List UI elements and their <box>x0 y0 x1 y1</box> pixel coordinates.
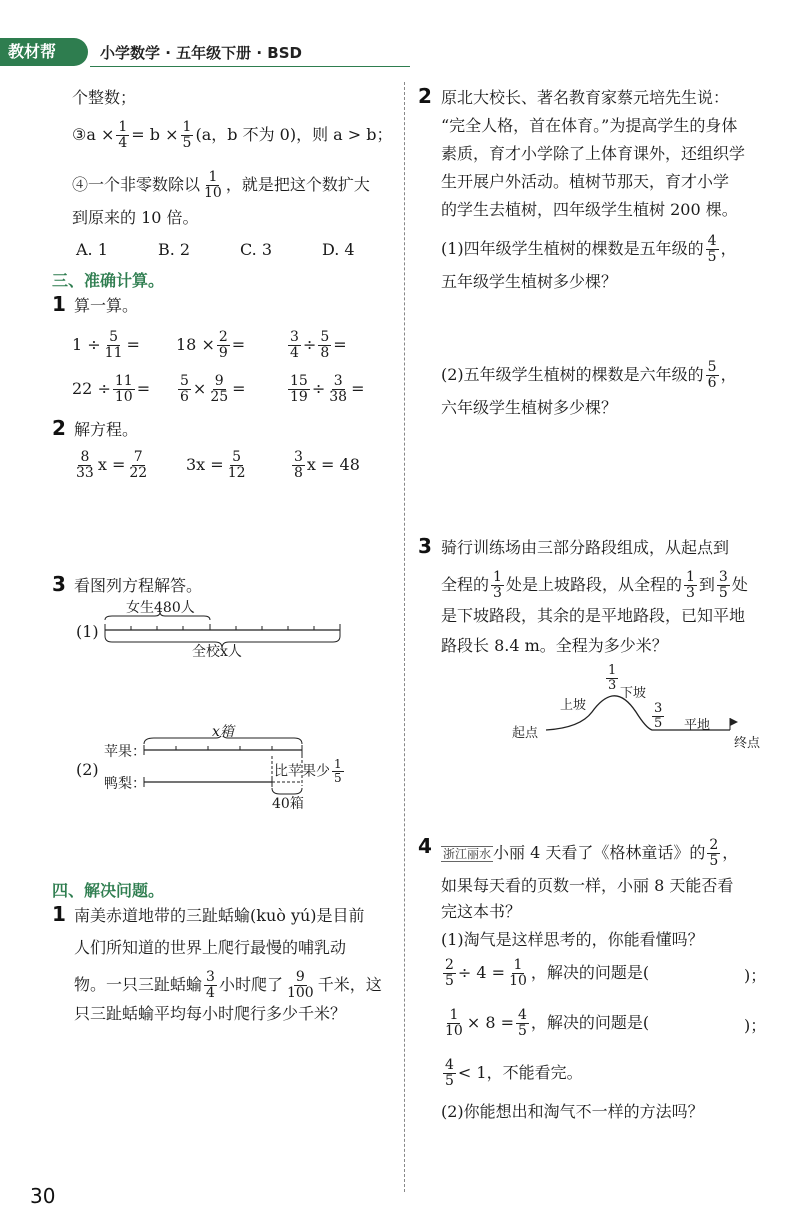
calc-item: $\frac{3}{4}$ ÷ $\frac{5}{8}$ = <box>290 329 347 361</box>
line-diagram-2 <box>140 736 320 800</box>
equation: $\frac{8}{33}$ x = $\frac{7}{22}$ <box>76 449 148 481</box>
text-line: 物。一只三趾蛞蝓 $\frac{3}{4}$ 小时爬了 $\frac{9}{100}$ 千米，这 <box>74 969 382 1001</box>
question-number: 1 <box>52 902 66 926</box>
calc-item: $\frac{15}{19}$ ÷ $\frac{3}{38}$ = <box>290 373 365 405</box>
text-line: 骑行训练场由三部分路段组成，从起点到 <box>441 538 730 557</box>
text-line: “完全人格，首在体育。”为提高学生的身体 <box>441 116 738 135</box>
question-text: 算一算。 <box>74 296 139 315</box>
diagram-label: (2) <box>76 760 99 779</box>
reasoning-line: $\frac{1}{10}$ × 8 = $\frac{4}{5}$ ，解决的问题是( <box>445 1007 650 1039</box>
diagram-bottom-label: 40箱 <box>272 796 304 812</box>
text-line: 个整数； <box>72 88 137 107</box>
text-line: 六年级学生植树多少棵？ <box>441 398 618 417</box>
choice-c[interactable]: C. 3 <box>240 240 273 259</box>
sub-question: (1)四年级学生植树的棵数是五年级的 $\frac{4}{5}$ ， <box>441 233 737 265</box>
statement-3: ③a × $\frac{1}{4}$ = b × $\frac{1}{5}$ (a，b 不为 0)，则 a > b； <box>72 119 393 151</box>
text-line: 如果每天看的页数一样，小丽 8 天能否看 <box>441 876 734 895</box>
page-number: 30 <box>30 1184 56 1208</box>
question-number: 2 <box>52 416 66 440</box>
section-heading-4: 四、解决问题。 <box>52 881 165 900</box>
road-uphill-label: 上坡 <box>560 698 587 713</box>
question-number: 3 <box>418 534 432 558</box>
calc-item: 18 × $\frac{2}{9}$ = <box>176 329 246 361</box>
diagram-top-label: x箱 <box>212 724 234 740</box>
road-end-label: 终点 <box>734 736 761 751</box>
text-line: 的学生去植树，四年级学生植树 200 棵。 <box>441 200 738 219</box>
page-header <box>0 0 800 70</box>
question-number: 2 <box>418 84 432 108</box>
calc-item: 1 ÷ $\frac{5}{11}$ = <box>72 329 140 361</box>
equation: 3x = $\frac{5}{12}$ <box>186 449 246 481</box>
question-text: 看图列方程解答。 <box>74 576 203 595</box>
text-line: 人们所知道的世界上爬行最慢的哺乳动 <box>74 938 347 957</box>
diagram-label: (1) <box>76 622 99 641</box>
text-line: 全程的 $\frac{1}{3}$ 处是上坡路段，从全程的 $\frac{1}{3}$ 到 $\frac{3}{5}$ 处 <box>441 569 748 601</box>
question-number: 4 <box>418 834 432 858</box>
choice-a[interactable]: A. 1 <box>76 240 108 259</box>
line-diagram-1 <box>100 612 350 648</box>
column-divider <box>404 82 405 1192</box>
reasoning-line: $\frac{4}{5}$ < 1，不能看完。 <box>445 1057 583 1089</box>
text-line: 南美赤道地带的三趾蛞蝓(kuò yú)是目前 <box>74 906 365 925</box>
answer-blank-close: )； <box>744 966 767 985</box>
answer-blank-close: )； <box>744 1016 767 1035</box>
text-line: 完这本书？ <box>441 902 522 921</box>
road-peak-fraction: $\frac{1}{3}$ <box>608 663 617 693</box>
row-label-apple: 苹果： <box>104 744 146 760</box>
text-line: 生开展户外活动。植树节那天，育才小学 <box>441 172 730 191</box>
reasoning-line: $\frac{2}{5}$ ÷ 4 = $\frac{1}{10}$ ，解决的问题是( <box>445 957 650 989</box>
section-heading-3: 三、准确计算。 <box>52 271 165 290</box>
text-line: (1)淘气是这样思考的，你能看懂吗？ <box>441 930 704 949</box>
text-line: 是下坡路段，其余的是平地路段，已知平地 <box>441 606 746 625</box>
diagram-top-label: 女生480人 <box>126 600 195 616</box>
header-rule <box>90 66 410 67</box>
text-line: 素质，育才小学除了上体育课外，还组织学 <box>441 144 746 163</box>
question-number: 3 <box>52 572 66 596</box>
brand-badge: 教材帮 <box>0 38 88 66</box>
calc-item: $\frac{5}{6}$ × $\frac{9}{25}$ = <box>180 373 246 405</box>
text-line: (2)你能想出和淘气不一样的方法吗？ <box>441 1102 704 1121</box>
diagram-note: 比苹果少 $\frac{1}{5}$ <box>274 757 342 785</box>
choice-b[interactable]: B. 2 <box>158 240 191 259</box>
text-line: 原北大校长、著名教育家蔡元培先生说： <box>441 88 730 107</box>
row-label-pear: 鸭梨： <box>104 776 146 792</box>
book-title: 小学数学 · 五年级下册 · BSD <box>100 44 302 62</box>
calc-item: 22 ÷ $\frac{11}{10}$ = <box>72 373 151 405</box>
question-number: 1 <box>52 292 66 316</box>
sub-question: (2)五年级学生植树的棵数是六年级的 $\frac{5}{6}$ ， <box>441 359 737 391</box>
equation: $\frac{3}{8}$ x = 48 <box>294 449 360 481</box>
road-downhill-label: 下坡 <box>620 686 647 701</box>
road-start-label: 起点 <box>512 726 539 741</box>
question-text: 解方程。 <box>74 420 139 439</box>
road-valley-fraction: $\frac{3}{5}$ <box>654 701 663 731</box>
road-flat-label: 平地 <box>684 718 711 733</box>
diagram-bottom-label: 全校x人 <box>192 644 242 660</box>
text-line: 到原来的 10 倍。 <box>72 208 199 227</box>
text-line: 路段长 8.4 m。全程为多少米？ <box>441 636 668 655</box>
text-line: 只三趾蛞蝓平均每小时爬行多少千米？ <box>74 1004 347 1023</box>
text-line: 浙江丽水 小丽 4 天看了《格林童话》的 $\frac{2}{5}$ ， <box>443 837 739 869</box>
choice-d[interactable]: D. 4 <box>322 240 355 259</box>
source-tag: 浙江丽水 <box>443 847 492 861</box>
text-line: 五年级学生植树多少棵？ <box>441 272 618 291</box>
statement-4: ④一个非零数除以 $\frac{1}{10}$ ，就是把这个数扩大 <box>72 169 370 201</box>
